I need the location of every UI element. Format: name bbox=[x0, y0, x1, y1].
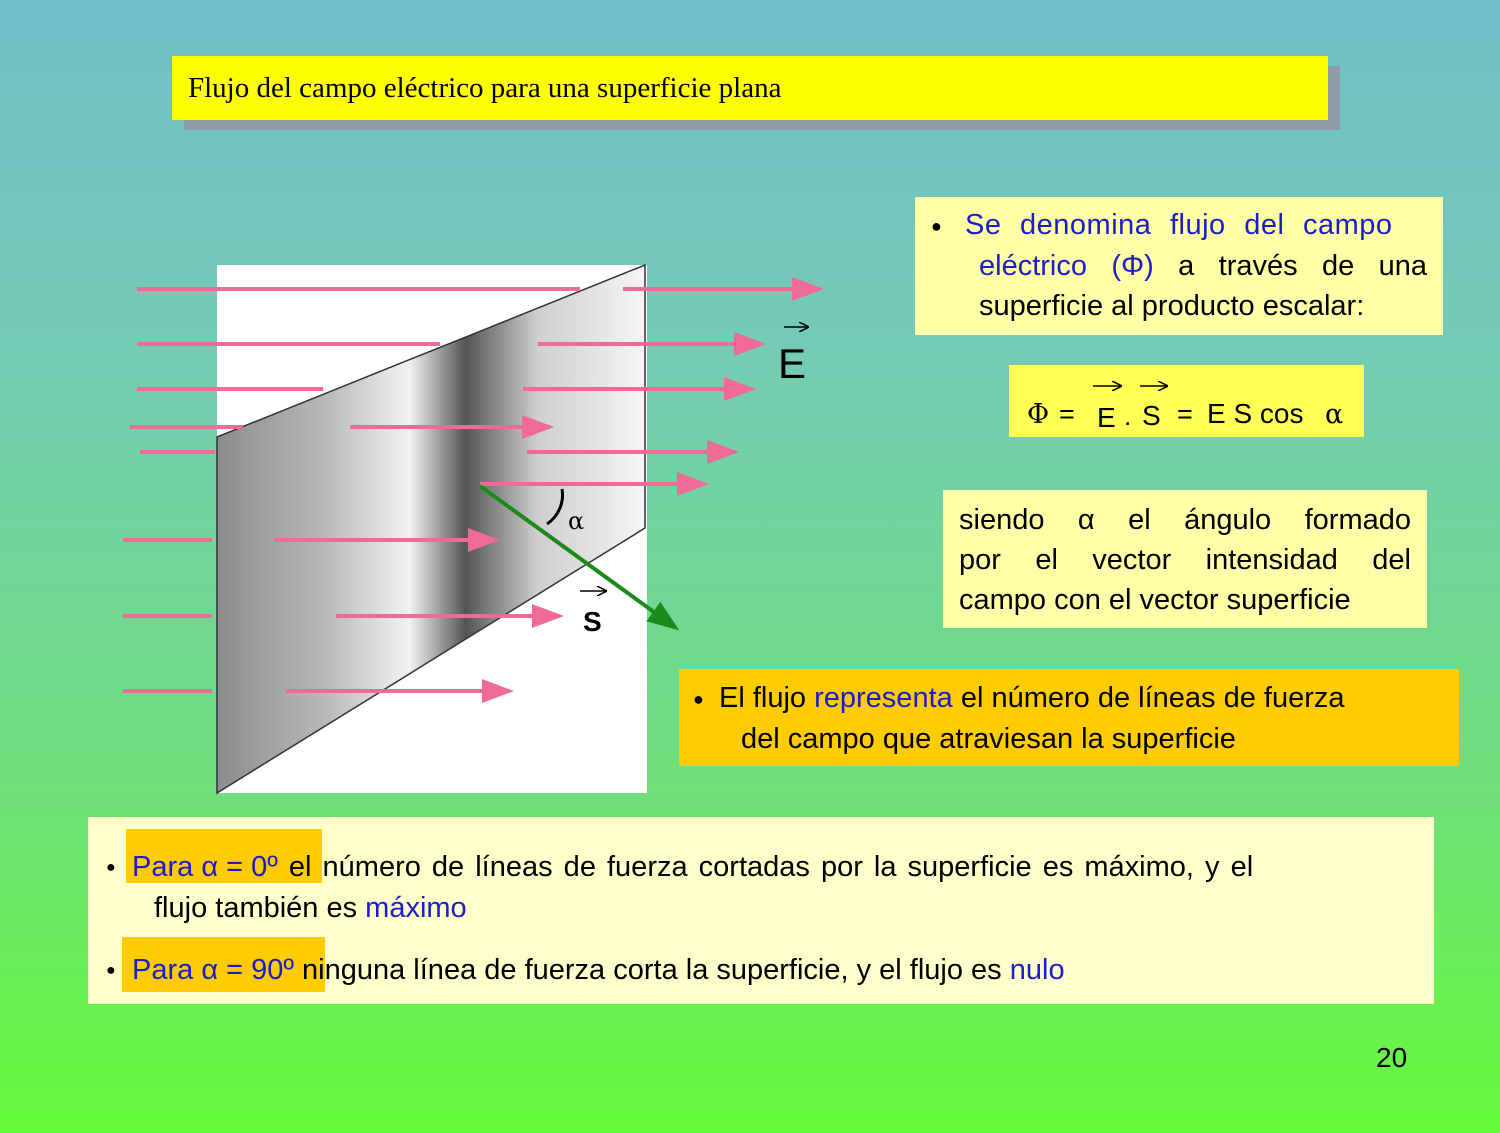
flujo-line-1b: el número de líneas de fuerza bbox=[952, 682, 1345, 714]
conclusion-item-1-line-2 bbox=[154, 888, 467, 928]
item1-text: el número de líneas de fuerza cortadas por la superficie es máximo, y el bbox=[277, 851, 1254, 883]
formula-equals-2: = bbox=[1177, 399, 1193, 429]
bullet-icon: ● bbox=[106, 859, 116, 877]
definition-blue-text: eléctrico (Φ) bbox=[979, 250, 1154, 283]
item1-blue-text: máximo bbox=[365, 892, 467, 924]
s-vector-label: S bbox=[583, 606, 602, 637]
angle-label: α bbox=[568, 507, 585, 535]
formula-box bbox=[1009, 365, 1364, 437]
formula-e: E bbox=[1097, 402, 1116, 433]
slide-title-text: Flujo del campo eléctrico para una superficie plana bbox=[188, 71, 782, 104]
conclusion-item-2 bbox=[106, 950, 1065, 991]
e-vector-label: E bbox=[778, 340, 807, 387]
item1-highlight-text: Para α = 0º bbox=[132, 851, 278, 883]
formula-dot: . bbox=[1124, 401, 1132, 431]
conclusions-box bbox=[88, 817, 1434, 1004]
formula-rhs: E S cos bbox=[1207, 398, 1304, 429]
flujo-blue-text: representa bbox=[814, 682, 953, 714]
definition-box bbox=[915, 197, 1443, 335]
angle-explanation-box bbox=[943, 490, 1427, 628]
bullet-icon: ● bbox=[693, 689, 704, 710]
page-number: 20 bbox=[1376, 1042, 1408, 1073]
conclusion-item-1 bbox=[106, 847, 1253, 888]
bullet-icon: ● bbox=[931, 216, 942, 237]
siendo-line-1: siendo α el ángulo formado bbox=[959, 504, 1411, 536]
formula-svg bbox=[1009, 365, 1364, 437]
formula-equals-1: = bbox=[1059, 399, 1075, 429]
definition-line-2: a través de una bbox=[1153, 250, 1427, 283]
item2-highlight-text: Para α = 90º bbox=[132, 954, 294, 986]
definition-line-1: Se denomina flujo del campo bbox=[965, 209, 1393, 241]
formula-alpha: α bbox=[1325, 399, 1344, 430]
item1-line2-text: flujo también es bbox=[154, 892, 366, 924]
formula-phi: Φ bbox=[1027, 399, 1050, 430]
bullet-icon: ● bbox=[106, 962, 116, 980]
formula-s: S bbox=[1142, 400, 1161, 431]
flux-meaning-box bbox=[679, 669, 1459, 766]
item2-blue-text: nulo bbox=[1009, 954, 1065, 986]
flujo-line-1a: El flujo bbox=[719, 682, 815, 714]
siendo-line-2: por el vector intensidad del bbox=[959, 544, 1411, 576]
definition-line-3: superficie al producto escalar: bbox=[979, 290, 1365, 323]
siendo-line-3: campo con el vector superficie bbox=[959, 584, 1351, 616]
item2-text: ninguna línea de fuerza corta la superficie, y el flujo es bbox=[293, 954, 1010, 986]
flujo-line-2: del campo que atraviesan la superficie bbox=[741, 723, 1236, 756]
